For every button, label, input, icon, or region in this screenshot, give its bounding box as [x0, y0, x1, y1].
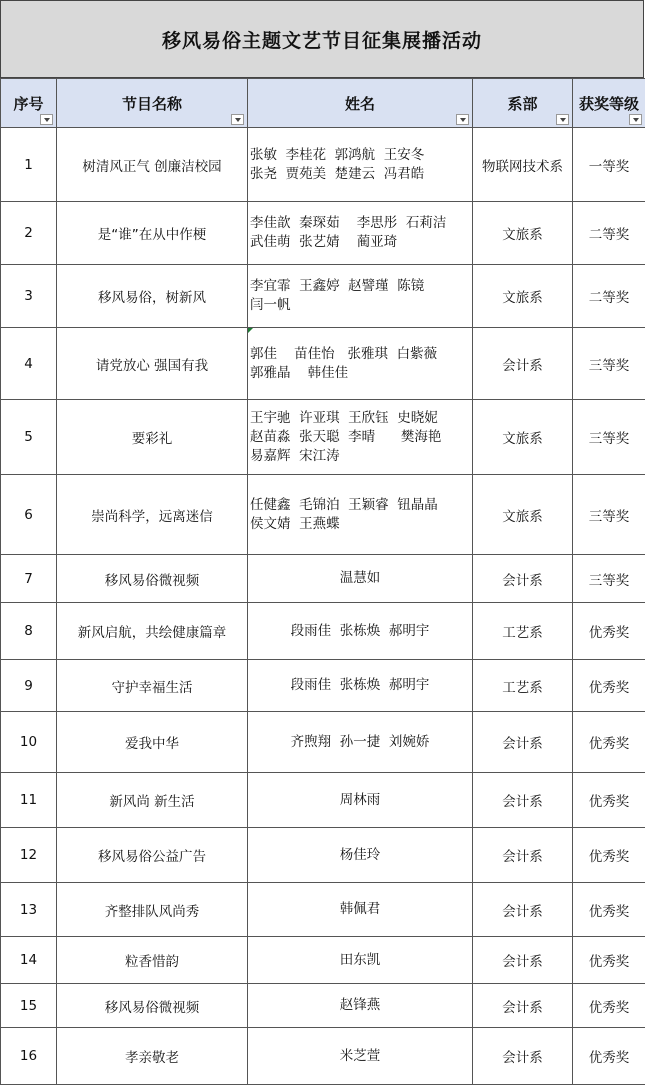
sheet-title: 移风易俗主题文艺节目征集展播活动 [0, 0, 644, 78]
name-line: 米芝萱 [248, 1047, 472, 1066]
name-line: 齐煦翔 孙一捷 刘婉娇 [248, 733, 472, 752]
cell-dept[interactable]: 文旅系 [473, 265, 573, 328]
cell-error-indicator-icon [248, 328, 253, 333]
cell-program[interactable]: 树清风正气 创廉洁校园 [57, 128, 248, 202]
name-line: 闫一帆 [250, 296, 472, 315]
cell-dept[interactable]: 文旅系 [473, 475, 573, 555]
cell-names[interactable] [248, 773, 473, 828]
cell-dept[interactable]: 会计系 [473, 1028, 573, 1085]
cell-no[interactable]: 12 [1, 828, 57, 883]
cell-no[interactable]: 5 [1, 400, 57, 475]
cell-program[interactable]: 移风易俗公益广告 [57, 828, 248, 883]
cell-no[interactable]: 8 [1, 603, 57, 660]
cell-dept[interactable]: 工艺系 [473, 660, 573, 712]
cell-dept[interactable]: 会计系 [473, 883, 573, 937]
header-no[interactable]: 序号 [1, 79, 57, 128]
cell-program[interactable]: 移风易俗，树新风 [57, 265, 248, 328]
awards-table [0, 78, 645, 1085]
name-line: 周林雨 [248, 791, 472, 810]
name-line: 王宇驰 许亚琪 王欣钰 史晓妮 [250, 409, 472, 428]
name-line: 郭佳 苗佳怡 张雅琪 白紫薇 [250, 345, 472, 364]
cell-dept[interactable]: 会计系 [473, 328, 573, 400]
name-line: 段雨佳 张栋焕 郝明宇 [248, 622, 472, 641]
cell-award[interactable]: 三等奖 [573, 328, 645, 400]
cell-no[interactable]: 2 [1, 202, 57, 265]
cell-dept[interactable]: 物联网技术系 [473, 128, 573, 202]
name-line: 易嘉辉 宋江涛 [250, 447, 472, 466]
table-row [1, 984, 645, 1028]
cell-no[interactable]: 14 [1, 937, 57, 984]
cell-award[interactable]: 优秀奖 [573, 984, 645, 1028]
name-line: 侯文婧 王燕蝶 [250, 515, 472, 534]
filter-dropdown-icon[interactable] [556, 114, 569, 125]
cell-names[interactable] [248, 475, 473, 555]
filter-dropdown-icon[interactable] [629, 114, 642, 125]
cell-program[interactable]: 爱我中华 [57, 712, 248, 773]
cell-program[interactable]: 是“谁”在从中作梗 [57, 202, 248, 265]
table-row [1, 773, 645, 828]
cell-no[interactable]: 11 [1, 773, 57, 828]
cell-award[interactable]: 优秀奖 [573, 883, 645, 937]
table-row [1, 202, 645, 265]
cell-no[interactable]: 7 [1, 555, 57, 603]
cell-award[interactable]: 优秀奖 [573, 937, 645, 984]
cell-no[interactable]: 6 [1, 475, 57, 555]
name-line: 张敏 李桂花 郭鸿航 王安冬 [250, 146, 472, 165]
cell-names[interactable] [248, 603, 473, 660]
table-row [1, 1028, 645, 1085]
name-line: 张尧 贾苑美 楚建云 冯君皓 [250, 165, 472, 184]
cell-program[interactable]: 齐整排队风尚秀 [57, 883, 248, 937]
table-row [1, 660, 645, 712]
cell-no[interactable]: 4 [1, 328, 57, 400]
cell-award[interactable]: 优秀奖 [573, 773, 645, 828]
table-row [1, 328, 645, 400]
cell-names[interactable] [248, 883, 473, 937]
cell-dept[interactable]: 会计系 [473, 712, 573, 773]
header-names[interactable]: 姓名 [248, 79, 473, 128]
table-row [1, 603, 645, 660]
cell-program[interactable]: 请党放心 强国有我 [57, 328, 248, 400]
filter-dropdown-icon[interactable] [231, 114, 244, 125]
table-row [1, 475, 645, 555]
cell-program[interactable]: 移风易俗微视频 [57, 984, 248, 1028]
cell-program[interactable]: 新风尚 新生活 [57, 773, 248, 828]
table-row [1, 265, 645, 328]
cell-program[interactable]: 要彩礼 [57, 400, 248, 475]
cell-program[interactable]: 新风启航，共绘健康篇章 [57, 603, 248, 660]
cell-dept[interactable]: 会计系 [473, 984, 573, 1028]
cell-award[interactable]: 一等奖 [573, 128, 645, 202]
name-line: 郭雅晶 韩佳佳 [250, 364, 472, 383]
cell-award[interactable]: 优秀奖 [573, 828, 645, 883]
table-row [1, 937, 645, 984]
table-row [1, 128, 645, 202]
cell-names[interactable] [248, 400, 473, 475]
name-line: 温慧如 [248, 569, 472, 588]
header-row [1, 79, 645, 128]
cell-dept[interactable]: 会计系 [473, 828, 573, 883]
table-row [1, 828, 645, 883]
cell-no[interactable]: 13 [1, 883, 57, 937]
cell-no[interactable]: 16 [1, 1028, 57, 1085]
name-line: 李宜霏 王鑫婷 赵譬瑾 陈镜 [250, 277, 472, 296]
table-row [1, 883, 645, 937]
name-line: 段雨佳 张栋焕 郝明宇 [248, 676, 472, 695]
cell-no[interactable]: 1 [1, 128, 57, 202]
cell-award[interactable]: 优秀奖 [573, 660, 645, 712]
cell-names[interactable] [248, 712, 473, 773]
cell-names[interactable] [248, 660, 473, 712]
filter-dropdown-icon[interactable] [40, 114, 53, 125]
cell-names[interactable] [248, 202, 473, 265]
cell-award[interactable]: 二等奖 [573, 202, 645, 265]
cell-dept[interactable]: 工艺系 [473, 603, 573, 660]
name-line: 杨佳玲 [248, 846, 472, 865]
cell-award[interactable]: 优秀奖 [573, 712, 645, 773]
cell-names[interactable] [248, 937, 473, 984]
cell-no[interactable]: 15 [1, 984, 57, 1028]
cell-program[interactable]: 守护幸福生活 [57, 660, 248, 712]
cell-no[interactable]: 10 [1, 712, 57, 773]
table-row [1, 712, 645, 773]
name-line: 武佳萌 张艺婧 蔺亚琦 [250, 233, 472, 252]
name-line: 李佳歆 秦琛茹 李思彤 石莉洁 [250, 214, 472, 233]
table-row [1, 400, 645, 475]
name-line: 田东凯 [248, 951, 472, 970]
cell-no[interactable]: 3 [1, 265, 57, 328]
cell-dept[interactable]: 文旅系 [473, 400, 573, 475]
table-row [1, 555, 645, 603]
cell-award[interactable]: 优秀奖 [573, 603, 645, 660]
cell-names[interactable] [248, 328, 473, 400]
cell-program[interactable]: 崇尚科学，远离迷信 [57, 475, 248, 555]
cell-names[interactable] [248, 128, 473, 202]
header-award[interactable]: 获奖等级 [573, 79, 645, 128]
cell-dept[interactable]: 会计系 [473, 937, 573, 984]
cell-no[interactable]: 9 [1, 660, 57, 712]
cell-program[interactable]: 移风易俗微视频 [57, 555, 248, 603]
cell-names[interactable] [248, 1028, 473, 1085]
cell-award[interactable]: 三等奖 [573, 400, 645, 475]
name-line: 韩佩君 [248, 900, 472, 919]
cell-award[interactable]: 二等奖 [573, 265, 645, 328]
cell-award[interactable]: 三等奖 [573, 475, 645, 555]
header-program[interactable]: 节目名称 [57, 79, 248, 128]
cell-names[interactable] [248, 555, 473, 603]
cell-award[interactable]: 三等奖 [573, 555, 645, 603]
cell-dept[interactable]: 会计系 [473, 773, 573, 828]
name-line: 任健鑫 毛锦泊 王颖睿 钮晶晶 [250, 496, 472, 515]
cell-dept[interactable]: 会计系 [473, 555, 573, 603]
cell-names[interactable] [248, 984, 473, 1028]
cell-award[interactable]: 优秀奖 [573, 1028, 645, 1085]
cell-names[interactable] [248, 828, 473, 883]
filter-dropdown-icon[interactable] [456, 114, 469, 125]
cell-dept[interactable]: 文旅系 [473, 202, 573, 265]
name-line: 赵锋燕 [248, 996, 472, 1015]
cell-names[interactable] [248, 265, 473, 328]
header-dept[interactable]: 系部 [473, 79, 573, 128]
cell-program[interactable]: 孝亲敬老 [57, 1028, 248, 1085]
name-line: 赵苗淼 张天聪 李晴 樊海艳 [250, 428, 472, 447]
cell-program[interactable]: 粒香惜韵 [57, 937, 248, 984]
